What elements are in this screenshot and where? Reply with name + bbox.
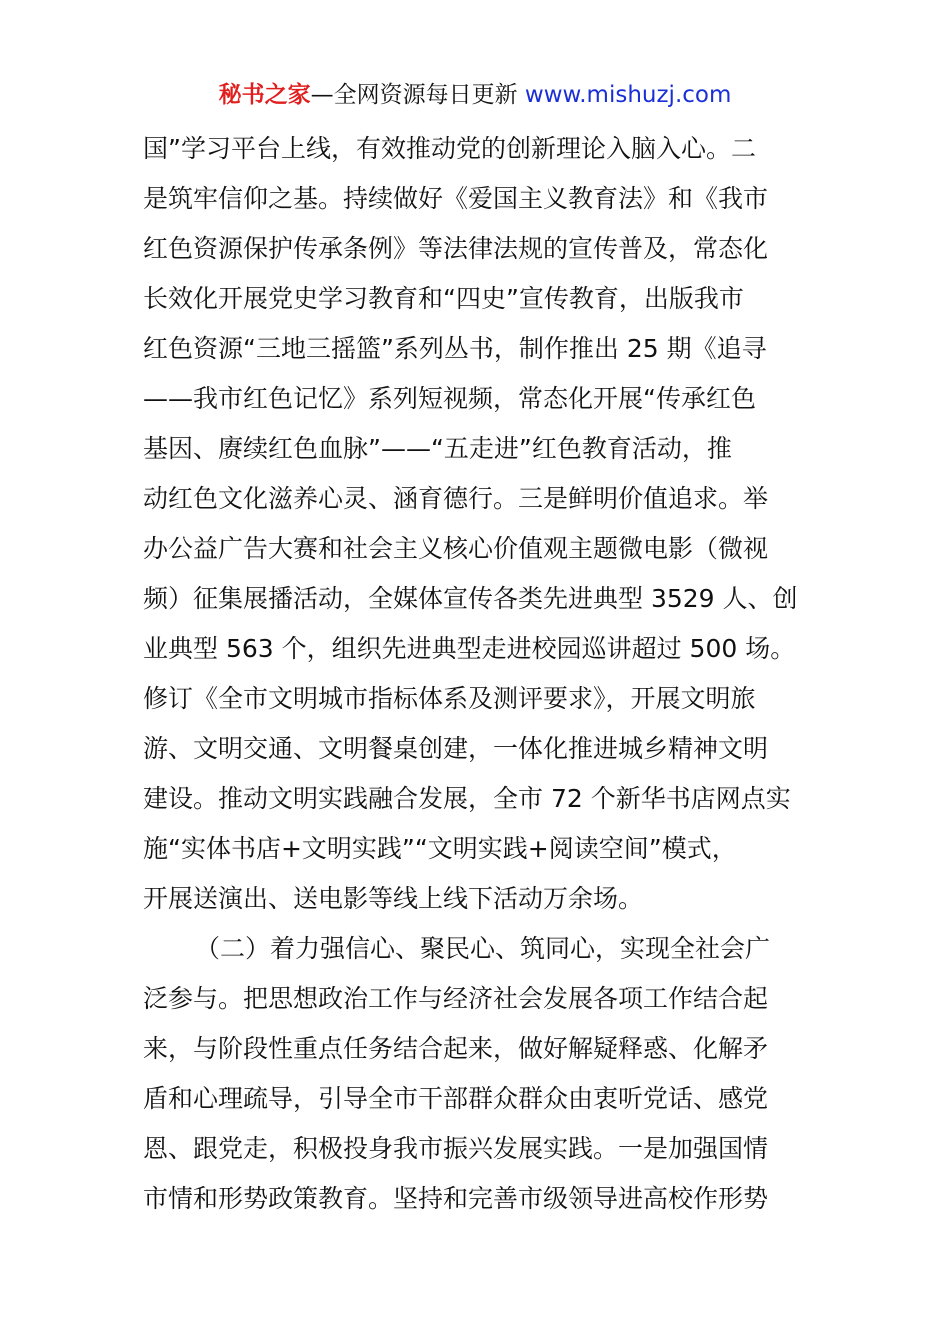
text-line: 建设。推动文明实践融合发展，全市 72 个新华书店网点实	[143, 784, 791, 813]
text-line: 盾和心理疏导，引导全市干部群众群众由衷听党话、感党	[143, 1084, 769, 1113]
site-tagline: —全网资源每日更新	[310, 82, 525, 108]
text-line: 基因、赓续红色血脉”——“五走进”红色教育活动，推	[143, 434, 732, 463]
site-brand: 秘书之家	[218, 82, 311, 108]
text-line: 施“实体书店+文明实践”“文明实践+阅读空间”模式，	[143, 834, 737, 863]
site-header	[0, 78, 950, 112]
text-line: 国”学习平台上线，有效推动党的创新理论入脑入心。二	[143, 134, 756, 163]
text-line: 红色资源“三地三摇篮”系列丛书，制作推出 25 期《追寻	[143, 334, 767, 363]
text-line: 红色资源保护传承条例》等法律法规的宣传普及，常态化	[143, 234, 769, 263]
text-line: 修订《全市文明城市指标体系及测评要求》，开展文明旅	[143, 684, 756, 713]
text-line: 市情和形势政策教育。坚持和完善市级领导进高校作形势	[143, 1184, 769, 1213]
text-line: 业典型 563 个，组织先进典型走进校园巡讲超过 500 场。	[143, 634, 796, 663]
text-line: 长效化开展党史学习教育和“四史”宣传教育，出版我市	[143, 284, 744, 313]
section-heading-line: （二）着力强信心、聚民心、筑同心，实现全社会广	[195, 934, 771, 963]
text-line: 办公益广告大赛和社会主义核心价值观主题微电影（微视	[143, 534, 769, 563]
text-line: 恩、跟党走，积极投身我市振兴发展实践。一是加强国情	[143, 1134, 769, 1163]
text-line: 泛参与。把思想政治工作与经济社会发展各项工作结合起	[143, 984, 769, 1013]
text-line: 动红色文化滋养心灵、涵育德行。三是鲜明价值追求。举	[143, 484, 769, 513]
text-line: 是筑牢信仰之基。持续做好《爱国主义教育法》和《我市	[143, 184, 769, 213]
text-line: 游、文明交通、文明餐桌创建，一体化推进城乡精神文明	[143, 734, 769, 763]
document-body	[143, 124, 813, 1224]
text-line: 来，与阶段性重点任务结合起来，做好解疑释惑、化解矛	[143, 1034, 769, 1063]
text-line: 频）征集展播活动，全媒体宣传各类先进典型 3529 人、创	[143, 584, 798, 613]
site-url-link[interactable]: www.mishuzj.com	[524, 82, 732, 108]
text-line: ——我市红色记忆》系列短视频，常态化开展“传承红色	[143, 384, 756, 413]
text-line: 开展送演出、送电影等线上线下活动万余场。	[143, 884, 644, 913]
